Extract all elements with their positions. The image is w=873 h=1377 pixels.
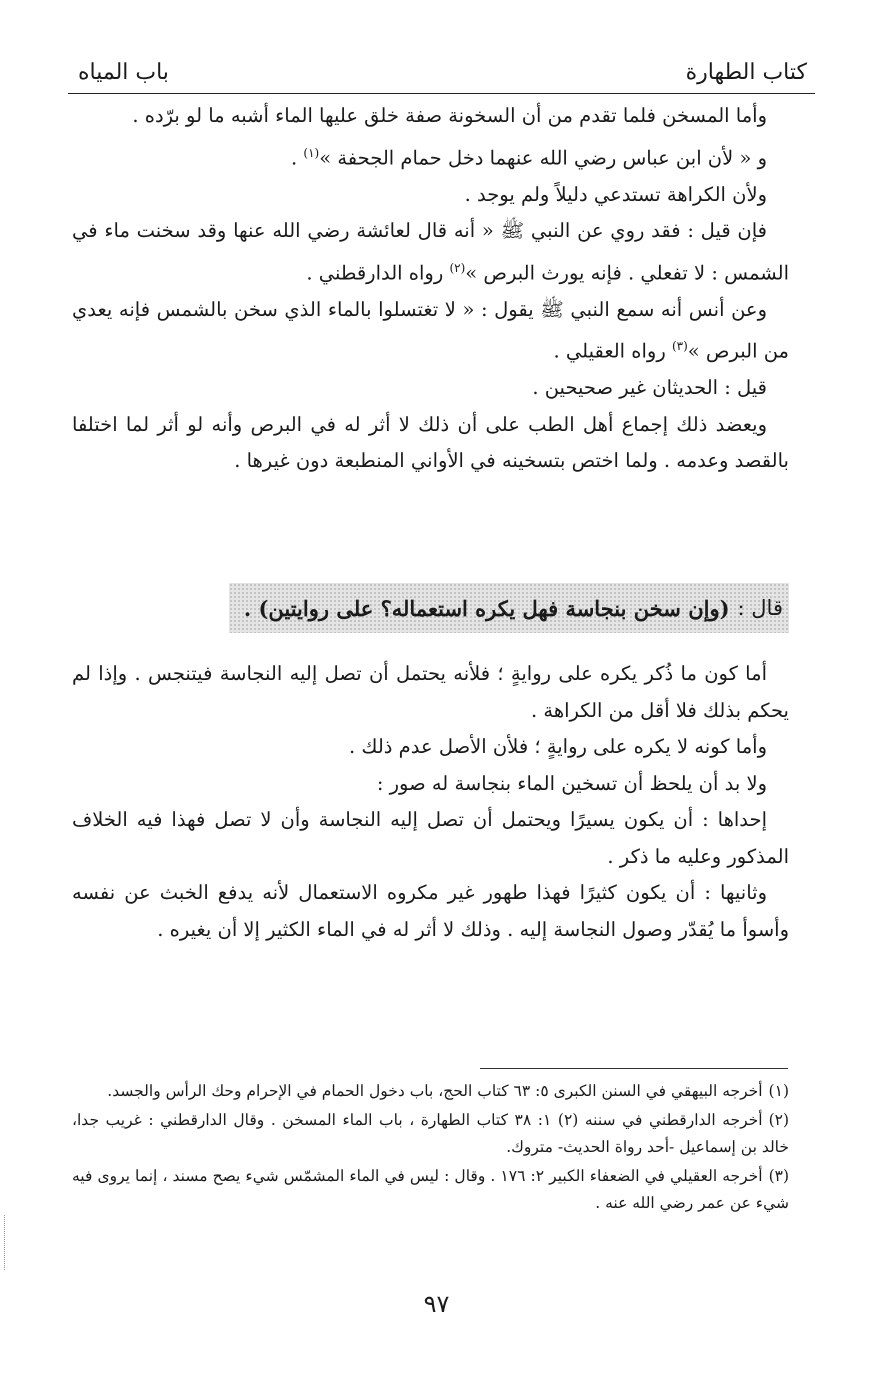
footnote-ref: (٣) — [671, 339, 688, 353]
heading-text: (وإن سخن بنجاسة فهل يكره استعماله؟ على روايتين) . — [243, 595, 730, 621]
footnote-text: أخرجه البيهقي في السنن الكبرى ٥: ٦٣ كتاب الحج، باب دخول الحمام في الإحرام وحك الرأس والجسد. — [107, 1082, 763, 1100]
paragraph — [72, 213, 789, 292]
footnote — [72, 1078, 789, 1105]
chapter-title: باب المياه — [78, 60, 169, 85]
paragraph-end: رواه الدارقطني . — [306, 261, 450, 284]
paragraph: ولا بد أن يلحظ أن تسخين الماء بنجاسة له صور : — [376, 771, 767, 795]
header-rule — [68, 93, 815, 94]
footnote-number: (٣) — [768, 1167, 790, 1185]
paragraph: أما كون ما ذُكر يكره على روايةٍ ؛ فلأنه يحتمل أن تصل إليه النجاسة فيتنجس . وإذا لم يحكم بذلك فلا أقل من الكراهة . — [72, 662, 789, 722]
footnote-number: (١) — [768, 1082, 789, 1100]
footnote-ref: (١) — [303, 145, 320, 160]
paragraph: وثانيها : أن يكون كثيرًا فهذا طهور غير مكروه الاستعمال لأنه يدفع الخبث عن نفسه وأسوأ ما يُقدّر وصول النجاسة إليه . وذلك لا أثر له في الماء الكثير إلا أن يغيره . — [72, 881, 789, 941]
footnote-rule — [480, 1068, 788, 1069]
paragraph — [72, 292, 789, 371]
paragraph: وأما كونه لا يكره على روايةٍ ؛ فلأن الأصل عدم ذلك . — [349, 735, 767, 758]
paragraph: قيل : الحديثان غير صحيحين . — [532, 376, 767, 399]
margin-mark — [4, 1215, 8, 1270]
running-header — [72, 42, 813, 86]
paragraph-end: رواه العقيلي . — [553, 339, 672, 363]
paragraph: ويعضد ذلك إجماع أهل الطب على أن ذلك لا أثر له في البرص وأنه لو أثر لما اختلفا بالقصد وعدمه . ولما اختص بتسخينه في الأواني المنطبعة دون غيرها . — [72, 412, 789, 472]
heading-prefix: قال : — [737, 596, 783, 620]
footnote-ref: (٢) — [449, 260, 466, 275]
footnote — [72, 1107, 789, 1161]
footnote-number: (٢) — [768, 1111, 790, 1129]
main-text-section-2 — [72, 656, 789, 948]
paragraph: وأما المسخن فلما تقدم من أن السخونة صفة خلق عليها الماء أشبه ما لو برّده . — [132, 104, 767, 127]
footnote — [72, 1163, 789, 1217]
footnote-text: أخرجه العقيلي في الضعفاء الكبير ٢: ١٧٦ . وقال : ليس في الماء المشمّس شيء يصح مسند ، إنما يروى فيه شيء عن عمر رضي الله عنه . — [72, 1167, 789, 1212]
footnotes — [72, 1078, 789, 1219]
paragraph — [72, 135, 789, 177]
paragraph-text: وعن أنس أنه سمع النبي ﷺ يقول : « لا تغتسلوا بالماء الذي سخن بالشمس فإنه يعدي من البرص » — [72, 297, 789, 363]
main-text-section-1 — [72, 98, 789, 480]
paragraph-text: فإن قيل : فقد روي عن النبي ﷺ « أنه قال لعائشة رضي الله عنها وقد سخنت ماء في الشمس : لا تفعلي . فإنه يورث البرص » — [72, 219, 789, 284]
page-number: ٩٧ — [423, 1290, 450, 1318]
book-title: كتاب الطهارة — [685, 60, 807, 85]
paragraph-text: و « لأن ابن عباس رضي الله عنهما دخل حمام الجحفة » — [319, 146, 767, 169]
section-heading — [229, 583, 789, 633]
paragraph: ولأن الكراهة تستدعي دليلاً ولم يوجد . — [464, 182, 767, 206]
paragraph-end: . — [290, 146, 304, 169]
paragraph: إحداها : أن يكون يسيرًا ويحتمل أن تصل إليه النجاسة وأن لا تصل فهذا فيه الخلاف المذكور وعليه ما ذكر . — [72, 808, 789, 868]
footnote-text: أخرجه الدارقطني في سننه (٢) ١: ٣٨ كتاب الطهارة ، باب الماء المسخن . وقال الدارقطني : غريب جدا، خالد بن إسماعيل -أحد رواة الحديث- متروك. — [72, 1111, 789, 1156]
